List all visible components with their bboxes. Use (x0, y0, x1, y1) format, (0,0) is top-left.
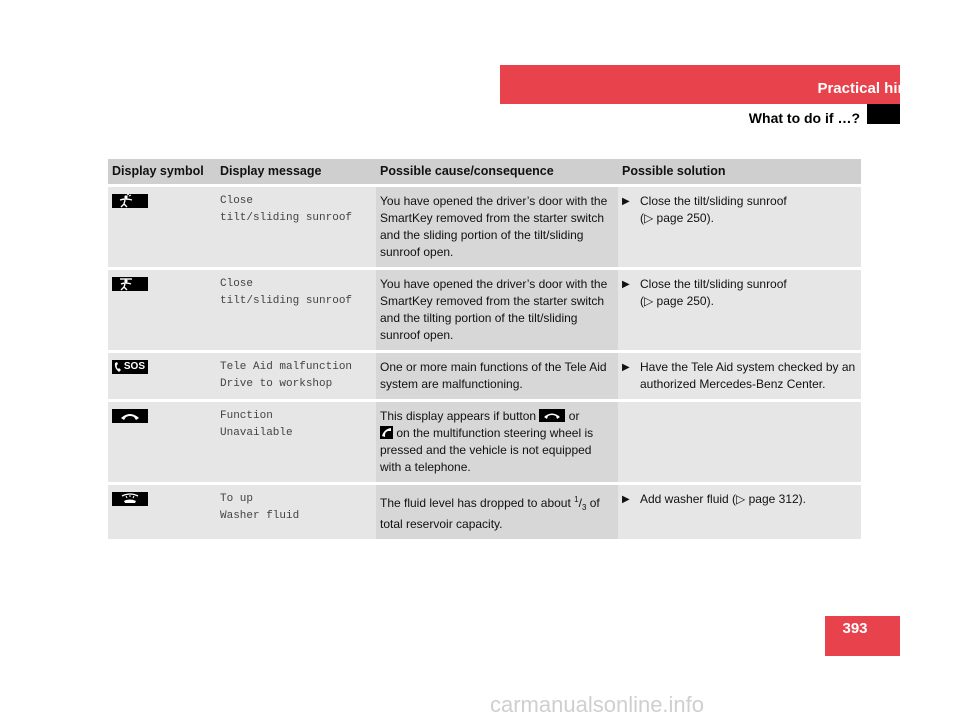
message-line: Unavailable (220, 427, 293, 439)
section-title: Practical hints (817, 80, 920, 97)
display-messages-table (108, 159, 861, 542)
bullet-arrow-icon: ▶ (622, 362, 630, 373)
col-header-symbol: Display symbol (108, 159, 216, 186)
message-line: Tele Aid malfunction (220, 361, 353, 373)
cause-cell: You have opened the driver’s door with the SmartKey removed from the starter switch and the sliding portion of the tilt/sliding sunroof open. (376, 186, 618, 269)
message-cell (216, 401, 376, 484)
watermark: carmanualsonline.info (490, 692, 705, 717)
solution-cell (618, 401, 861, 484)
symbol-cell (108, 484, 216, 541)
sunroof-person-icon (112, 194, 148, 208)
solution-text: Close the tilt/sliding sunroof (640, 194, 787, 208)
message-cell (216, 352, 376, 401)
table-row (108, 352, 861, 401)
table-row (108, 401, 861, 484)
page-reference: (▷ page 250). (640, 211, 714, 225)
sos-label: SOS (123, 361, 145, 372)
cause-cell: The fluid level has dropped to about $^1/_3$ of total reservoir capacity. (376, 484, 618, 541)
subsection-title: What to do if …? (748, 110, 860, 126)
page-reference: (▷ page 250). (640, 294, 714, 308)
symbol-cell (108, 186, 216, 269)
table-row (108, 269, 861, 352)
phone-end-icon (112, 409, 148, 423)
phone-sos-icon (112, 360, 148, 374)
page-number: 393 (842, 620, 868, 637)
cause-cell (376, 401, 618, 484)
cause-cell: One or more main functions of the Tele Aid system are malfunctioning. (376, 352, 618, 401)
cause-cell: You have opened the driver’s door with the SmartKey removed from the starter switch and the tilting portion of the tilt/sliding sunroof open. (376, 269, 618, 352)
sunroof-tilt-icon (112, 277, 148, 291)
message-cell (216, 484, 376, 541)
solution-text: Close the tilt/sliding sunroof (640, 277, 787, 291)
cause-text: on the multifunction steering wheel is pressed and the vehicle is not equipped with a telephone. (380, 426, 594, 474)
table-row (108, 484, 861, 541)
symbol-cell (108, 269, 216, 352)
message-line: tilt/sliding sunroof (220, 212, 353, 224)
phone-end-button-icon (539, 409, 565, 422)
message-line: Drive to workshop (220, 378, 333, 390)
cause-text: or (568, 409, 580, 423)
solution-cell (618, 269, 861, 352)
symbol-cell (108, 352, 216, 401)
solution-cell (618, 186, 861, 269)
symbol-cell (108, 401, 216, 484)
header-marker (867, 104, 900, 124)
message-line: Washer fluid (220, 510, 300, 522)
washer-fluid-icon (112, 492, 148, 506)
message-cell (216, 269, 376, 352)
fraction-numerator: 1 (574, 495, 579, 504)
col-header-cause: Possible cause/consequence (376, 159, 618, 186)
table-header-row (108, 159, 861, 186)
message-line: Close (220, 195, 254, 207)
cause-text: The fluid level has dropped to about (380, 496, 571, 510)
message-line: To up (220, 493, 254, 505)
message-line: Function (220, 410, 273, 422)
table-row (108, 186, 861, 269)
fraction-denominator: 3 (581, 503, 587, 512)
message-line: tilt/sliding sunroof (220, 295, 353, 307)
message-cell (216, 186, 376, 269)
bullet-arrow-icon: ▶ (622, 196, 630, 207)
solution-cell (618, 352, 861, 401)
cause-text: of total reservoir capacity. (380, 496, 600, 531)
solution-text: Add washer fluid (▷ page 312). (640, 492, 806, 506)
bullet-arrow-icon: ▶ (622, 279, 630, 290)
cause-text: This display appears if button (380, 409, 537, 423)
solution-cell (618, 484, 861, 541)
solution-text: Have the Tele Aid system checked by an authorized Mercedes-Benz Center. (640, 360, 856, 391)
bullet-arrow-icon: ▶ (622, 494, 630, 505)
col-header-message: Display message (216, 159, 376, 186)
phone-answer-button-icon (380, 426, 393, 439)
message-line: Close (220, 278, 254, 290)
col-header-solution: Possible solution (618, 159, 861, 186)
